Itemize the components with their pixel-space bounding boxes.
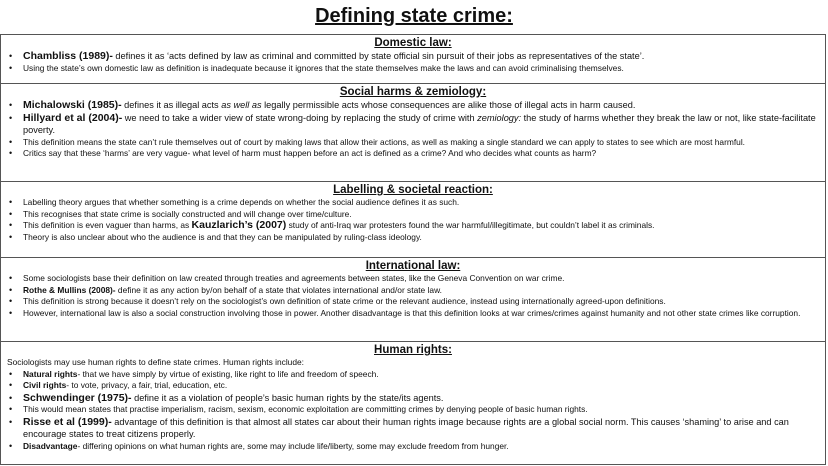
list-item: • This definition is strong because it doesn’t rely on the sociologist’s own definition of state crime or the relevant audience, instead using internationally agreed-upon definitions. (7, 296, 819, 308)
term-name: Natural rights (23, 368, 78, 379)
section-domestic-law (0, 34, 826, 83)
list-item (7, 112, 819, 137)
term-name: Disadvantage (23, 440, 78, 451)
author-name: Schwendinger (1975)- (23, 391, 132, 404)
list-item: • Theory is also unclear about who the audience is and that they can be manipulated by ruling-class ideology. (7, 232, 819, 244)
author-name: Rothe & Mullins (2008)- (23, 284, 116, 295)
emphasis-text: zemiology: (477, 112, 522, 123)
list-item (7, 99, 819, 112)
section-human-rights (0, 341, 826, 465)
item-text: defines it as illegal acts (121, 100, 222, 110)
section-international-law (0, 257, 826, 341)
list-item (7, 392, 819, 405)
section-social-harms (0, 83, 826, 181)
author-name: Hillyard et al (2004)- (23, 111, 123, 124)
item-text: advantage of this definition is that almost all states car about their human rights image because rights are a global social norm. This causes ‘shaming’ to arise and can encourage states to treat citizens properly. (23, 416, 789, 439)
bullet-list (7, 369, 819, 453)
list-item: • This recognises that state crime is socially constructed and will change over time/culture. (7, 209, 819, 221)
item-text: defines it as ‘acts defined by law as criminal and committed by state official sin pursuit of their jobs as representatives of the state’. (112, 51, 645, 61)
list-item (7, 369, 819, 381)
author-name: Kauzlarich’s (2007) (191, 219, 287, 231)
item-text: - differing opinions on what human rights are, some may include life/liberty, some may exclude freedom from hunger. (77, 440, 509, 451)
section-heading: Human rights: (374, 344, 452, 356)
list-item (7, 441, 819, 453)
item-text: define it as any action by/on behalf of a state that violates international and/or state law. (115, 284, 442, 295)
section-heading: Social harms & zemiology: (339, 86, 487, 98)
page-title: Defining state crime: (315, 5, 513, 27)
item-text: This definition is even vaguer than harms, as (23, 220, 192, 230)
bullet-list (7, 50, 819, 74)
list-item (7, 416, 819, 441)
item-text: define it as a violation of people’s basic human rights by the state/its agents. (131, 392, 444, 403)
list-item: • However, international law is also a social construction involving those in power. Another disadvantage is that this definition looks at war crimes/crimes against humanity and not other state crimes like corruption. (7, 308, 819, 320)
item-text: we need to take a wider view of state wrong-doing by replacing the study of crime with (122, 112, 478, 123)
item-text: the study of harms whether they break the law or not, like state-facilitate poverty. (23, 112, 816, 135)
section-intro: Sociologists may use human rights to define state crimes. Human rights include: (7, 357, 304, 367)
list-item: • Labelling theory argues that whether something is a crime depends on whether the social audience defines it as such. (7, 197, 819, 209)
list-item: • Using the state’s own domestic law as definition is inadequate because it ignores that the state themselves make the laws and can avoid criminalising themselves. (7, 63, 819, 75)
author-name: Michalowski (1985)- (23, 99, 122, 111)
item-text: legally permissible acts whose consequences are alike those of illegal acts in harm caused. (261, 100, 636, 110)
list-item: • This would mean states that practise imperialism, racism, sexism, economic exploitation are committing crimes by denying people of basic human rights. (7, 404, 819, 416)
item-text: - to vote, privacy, a fair, trial, education, etc. (66, 380, 228, 390)
bullet-list (7, 197, 819, 243)
bullet-list (7, 99, 819, 160)
section-heading: Domestic law: (374, 37, 452, 49)
author-name: Chambliss (1989)- (23, 50, 113, 62)
list-item (7, 380, 819, 392)
list-item: • Some sociologists base their definition on law created through treaties and agreements between states, like the Geneva Convention on war crime. (7, 273, 819, 285)
item-text: study of anti-Iraq war protesters found the war harmful/illegitimate, but couldn’t label it as criminals. (286, 220, 655, 230)
list-item (7, 285, 819, 297)
list-item (7, 50, 819, 63)
bullet-list (7, 273, 819, 319)
section-heading: Labelling & societal reaction: (333, 184, 493, 196)
emphasis-text: as well as (221, 100, 262, 110)
list-item: • Critics say that these ‘harms’ are very vague- what level of harm must happen before an act is defined as a crime? And who decides what counts as harm? (7, 148, 819, 160)
section-heading: International law: (365, 260, 461, 272)
list-item (7, 220, 819, 232)
term-name: Civil rights (23, 380, 67, 390)
list-item: • This definition means the state can’t rule themselves out of court by making laws that allow their actions, as well as making a single standard we can apply to states to see which are most harmful. (7, 137, 819, 149)
author-name: Risse et al (1999)- (23, 415, 112, 428)
item-text: - that we have simply by virtue of existing, like right to life and freedom of speech. (77, 368, 379, 379)
section-labelling (0, 181, 826, 257)
